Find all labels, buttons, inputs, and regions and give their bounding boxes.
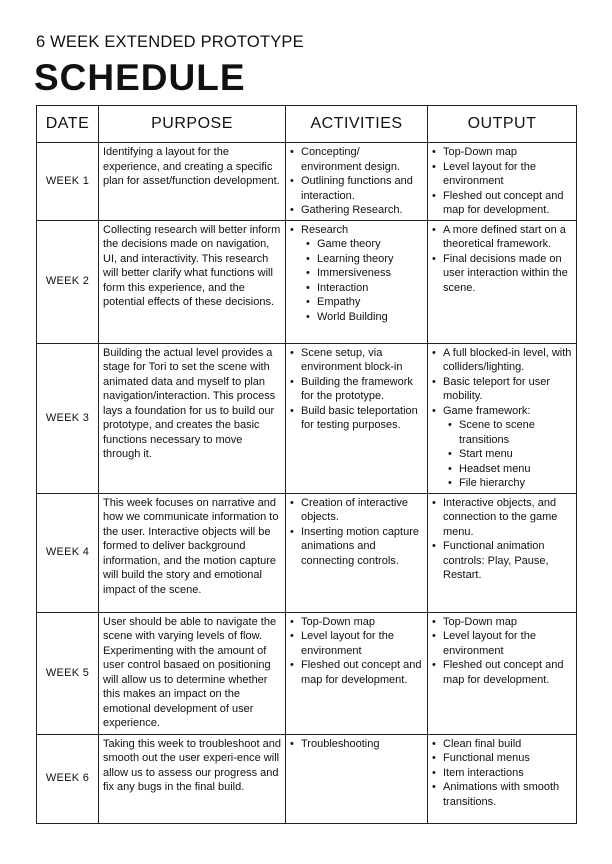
- activity-item-text: Level layout for the environment: [301, 630, 394, 657]
- output-item-text: Fleshed out concept and map for development.: [443, 189, 564, 216]
- output-item: [432, 766, 572, 781]
- activities-cell: [286, 343, 428, 493]
- output-subitem: • Start menu: [448, 447, 572, 462]
- table-row: [37, 220, 577, 343]
- week-label: WEEK 5: [37, 612, 99, 734]
- activities-cell: [286, 493, 428, 612]
- output-item-text: A full blocked-in level, with colliders/lighting.: [443, 346, 572, 373]
- output-cell: [428, 220, 577, 343]
- activity-item-text: Concepting/ environment design.: [301, 146, 401, 173]
- output-item: [432, 252, 572, 296]
- week-label: WEEK 4: [37, 493, 99, 612]
- table-row: [37, 343, 577, 493]
- output-cell: [428, 612, 577, 734]
- activities-list: [290, 496, 423, 569]
- activity-item-text: Inserting motion capture animations and connecting controls.: [301, 525, 420, 567]
- activities-list: [290, 223, 423, 325]
- table-row: [37, 734, 577, 823]
- activity-item: [290, 174, 423, 203]
- activity-item: [290, 346, 423, 375]
- purpose-cell: [99, 612, 286, 734]
- purpose-cell: [99, 143, 286, 221]
- purpose-cell: [99, 493, 286, 612]
- activities-cell: [286, 220, 428, 343]
- purpose-cell: [99, 343, 286, 493]
- output-list: [432, 346, 572, 491]
- output-item: [432, 539, 572, 583]
- column-header-output: OUTPUT: [428, 106, 577, 143]
- purpose-text: Building the actual level provides a stage for Tori to set the scene with animated data and myself to plan navigation/interaction. This process lays a foundation for us to build our prototype, and creates the basic functions necessary to move through it.: [103, 346, 276, 460]
- activities-list: [290, 145, 423, 218]
- output-item-text: A more defined start on a theoretical framework.: [443, 223, 566, 250]
- activity-item-text: Fleshed out concept and map for development.: [301, 659, 422, 686]
- activity-item-text: Building the framework for the prototype.: [301, 375, 413, 402]
- output-list: [432, 737, 572, 810]
- output-item: [432, 615, 572, 630]
- output-cell: [428, 143, 577, 221]
- activity-item: [290, 615, 423, 630]
- activity-item: [290, 737, 423, 752]
- output-subitem: • Scene to scene transitions: [448, 418, 572, 447]
- table-row: [37, 143, 577, 221]
- activity-item: [290, 203, 423, 218]
- output-item-text: Game framework:: [443, 404, 531, 417]
- activity-item-text: Scene setup, via environment block-in: [301, 346, 403, 373]
- purpose-text: Taking this week to troubleshoot and smooth out the user experi-ence will allow us to assess our progress and fix any bugs in the final build.: [103, 737, 281, 793]
- purpose-text: User should be able to navigate the scene with varying levels of flow. Experimenting with the amount of user control basaed on positioning will allow us to determine whether this makes an impact on the emotional development of user experience.: [103, 615, 277, 729]
- document-subtitle: 6 WEEK EXTENDED PROTOTYPE: [36, 33, 304, 51]
- table-row: [37, 493, 577, 612]
- output-list: [432, 496, 572, 583]
- output-item: [432, 751, 572, 766]
- activities-sublist: [306, 237, 423, 324]
- output-item-text: Animations with smooth transitions.: [443, 781, 560, 808]
- output-item-text: Basic teleport for user mobility.: [443, 375, 550, 402]
- output-subitem: • File hierarchy: [448, 476, 572, 491]
- activities-cell: [286, 734, 428, 823]
- activity-item: [290, 404, 423, 433]
- output-item: [432, 658, 572, 687]
- activity-item-text: Troubleshooting: [301, 737, 380, 750]
- output-item: [432, 496, 572, 540]
- activities-list: [290, 346, 423, 433]
- activity-subitem: • Game theory: [306, 237, 423, 252]
- purpose-text: Identifying a layout for the experience, and creating a specific plan for asset/function development.: [103, 146, 280, 187]
- column-header-activities: ACTIVITIES: [286, 106, 428, 143]
- output-item: [432, 780, 572, 809]
- column-header-purpose: PURPOSE: [99, 106, 286, 143]
- activities-list: [290, 615, 423, 688]
- output-list: [432, 223, 572, 296]
- table-row: [37, 612, 577, 734]
- output-item-text: Fleshed out concept and map for development.: [443, 659, 564, 686]
- output-sublist: [448, 418, 572, 491]
- activities-cell: [286, 143, 428, 221]
- output-item-text: Interactive objects, and connection to the game menu.: [443, 496, 558, 538]
- output-item-text: Final decisions made on user interaction within the scene.: [443, 252, 568, 294]
- output-list: [432, 615, 572, 688]
- output-item: [432, 160, 572, 189]
- output-item-text: Top-Down map: [443, 146, 517, 158]
- activity-item: [290, 223, 423, 238]
- activity-item: [290, 525, 423, 569]
- output-item-text: Item interactions: [443, 766, 524, 779]
- activity-item-text: Gathering Research.: [301, 204, 403, 216]
- activity-subitem: • Immersiveness: [306, 266, 423, 281]
- output-item-text: Clean final build: [443, 737, 522, 750]
- purpose-text: Collecting research will better inform the decisions made on navigation, UI, and interactivity. This research will better clarify what functions will form this experience, and the potential effects of these decisions.: [103, 223, 281, 308]
- output-cell: [428, 343, 577, 493]
- output-item-text: Functional menus: [443, 752, 530, 764]
- activity-item: [290, 375, 423, 404]
- activity-item-text: Research: [301, 223, 349, 236]
- activity-item-text: Creation of interactive objects.: [301, 496, 408, 523]
- activity-subitem: • Learning theory: [306, 252, 423, 267]
- activity-subitem: • World Building: [306, 310, 423, 325]
- activity-item-text: Build basic teleportation for testing purposes.: [301, 404, 418, 431]
- table-header-row: [37, 106, 577, 143]
- column-header-date: DATE: [37, 106, 99, 143]
- output-item: [432, 223, 572, 252]
- output-item-text: Level layout for the environment: [443, 160, 536, 187]
- activity-subitem: • Empathy: [306, 295, 423, 310]
- output-item: [432, 629, 572, 658]
- output-item: [432, 189, 572, 218]
- output-item: [432, 737, 572, 752]
- activity-item: [290, 658, 423, 687]
- output-list: [432, 145, 572, 218]
- purpose-cell: [99, 220, 286, 343]
- output-item-text: Level layout for the environment: [443, 630, 536, 657]
- output-item: [432, 404, 572, 419]
- output-item: [432, 145, 572, 160]
- document-title: SCHEDULE: [34, 57, 246, 98]
- week-label: WEEK 6: [37, 734, 99, 823]
- output-cell: [428, 734, 577, 823]
- activity-item-text: Outlining functions and interaction.: [301, 175, 413, 202]
- activity-item: [290, 496, 423, 525]
- activity-item: [290, 145, 423, 174]
- week-label: WEEK 3: [37, 343, 99, 493]
- activity-subitem: • Interaction: [306, 281, 423, 296]
- activity-item-text: Top-Down map: [301, 615, 375, 628]
- schedule-table: [36, 105, 577, 824]
- purpose-text: This week focuses on narrative and how we communicate information to the user. Interactive objects will be formed to deliver background information, and the motion capture will build the story and emotional impact of the scene.: [103, 496, 279, 596]
- output-item: [432, 375, 572, 404]
- output-item-text: Top-Down map: [443, 615, 517, 628]
- week-label: WEEK 1: [37, 143, 99, 221]
- output-item: [432, 346, 572, 375]
- activities-cell: [286, 612, 428, 734]
- output-item-text: Functional animation controls: Play, Pause, Restart.: [443, 540, 549, 581]
- activities-list: [290, 737, 423, 752]
- output-cell: [428, 493, 577, 612]
- purpose-cell: [99, 734, 286, 823]
- activity-item: [290, 629, 423, 658]
- week-label: WEEK 2: [37, 220, 99, 343]
- output-subitem: • Headset menu: [448, 462, 572, 477]
